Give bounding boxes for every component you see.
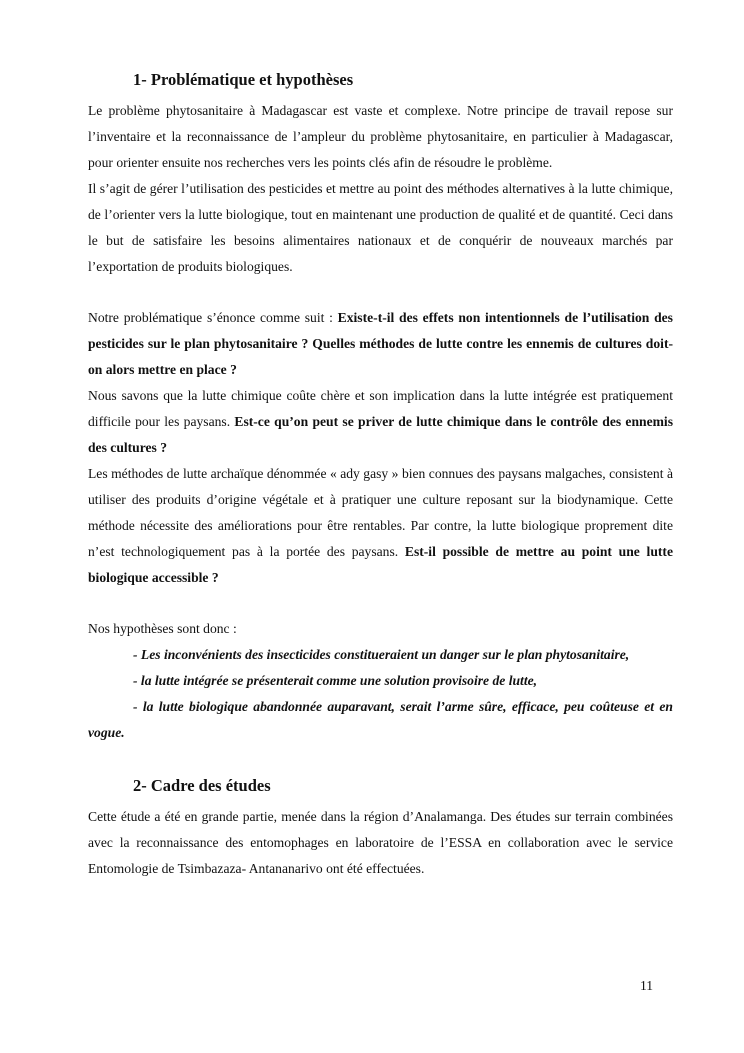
hypothesis-item: - Les inconvénients des insecticides constitueraient un danger sur le plan phytosanitaire, xyxy=(133,647,630,662)
paragraph-intro: Le problème phytosanitaire à Madagascar est vaste et complexe. Notre principe de travail repose sur l’inventaire et la reconnaissance de l’ampleur du problème phytosanitaire, en particulier à Madagascar, pour orienter ensuite nos recherches vers les points clés afin de résoudre le problème. xyxy=(88,103,673,170)
hypothesis-item: - la lutte biologique abandonnée auparavant, serait l’arme sûre, efficace, peu coûteuse et en vogue. xyxy=(88,699,673,740)
paragraph-lutte-chimique xyxy=(88,383,673,461)
spacer xyxy=(88,280,673,305)
section-heading-cadre: 2- Cadre des études xyxy=(133,776,271,795)
lutte-chimique-question: Est-ce qu’on peut se priver de lutte chimique dans le contrôle des ennemis des cultures ? xyxy=(88,414,674,455)
document-page xyxy=(88,68,673,882)
page-number: 11 xyxy=(640,978,654,993)
hypothesis-item: - la lutte intégrée se présenterait comme une solution provisoire de lutte, xyxy=(133,673,538,688)
paragraph-ady-gasy xyxy=(88,461,673,591)
ady-gasy-text: Les méthodes de lutte archaïque dénommée « ady gasy » bien connues des paysans malgaches, consistent à utiliser des produits d’origine végétale et à pratiquer une culture reposant sur la biodynamique. Cette méthode nécessite des améliorations pour être rentables. Par contre, la lutte biologique proprement dite n’est technologiquement pas à la portée des paysans. xyxy=(88,466,673,559)
problematique-question: Existe-t-il des effets non intentionnels de l’utilisation des pesticides sur le plan phytosanitaire ? Quelles méthodes de lutte contre les ennemis de cultures doit-on alors mettre en place ? xyxy=(88,310,673,377)
paragraph-cadre: Cette étude a été en grande partie, menée dans la région d’Analamanga. Des études sur terrain combinées avec la reconnaissance des entomophages en laboratoire de l’ESSA en collaboration avec le service Entomologie de Tsimbazaza- Antananarivo ont été effectuées. xyxy=(88,809,673,876)
paragraph-problematique xyxy=(88,305,673,383)
hypotheses-intro: Nos hypothèses sont donc : xyxy=(88,621,237,636)
ady-gasy-question: Est-il possible de mettre au point une lutte biologique accessible ? xyxy=(88,544,673,585)
spacer xyxy=(88,746,673,774)
section-heading-problematique: 1- Problématique et hypothèses xyxy=(133,70,354,89)
problematique-intro: Notre problématique s’énonce comme suit : xyxy=(88,310,338,325)
paragraph-pesticides: Il s’agit de gérer l’utilisation des pesticides et mettre au point des méthodes alternatives à la lutte chimique, de l’orienter vers la lutte biologique, tout en maintenant une production de qualité et de quantité. Ceci dans le but de satisfaire les besoins alimentaires nationaux et de conquérir de nouveaux marchés par l’exportation de produits biologiques. xyxy=(88,181,673,274)
lutte-chimique-text: Nous savons que la lutte chimique coûte chère et son implication dans la lutte intégrée est pratiquement difficile pour les paysans. xyxy=(88,388,673,429)
spacer xyxy=(88,591,673,616)
